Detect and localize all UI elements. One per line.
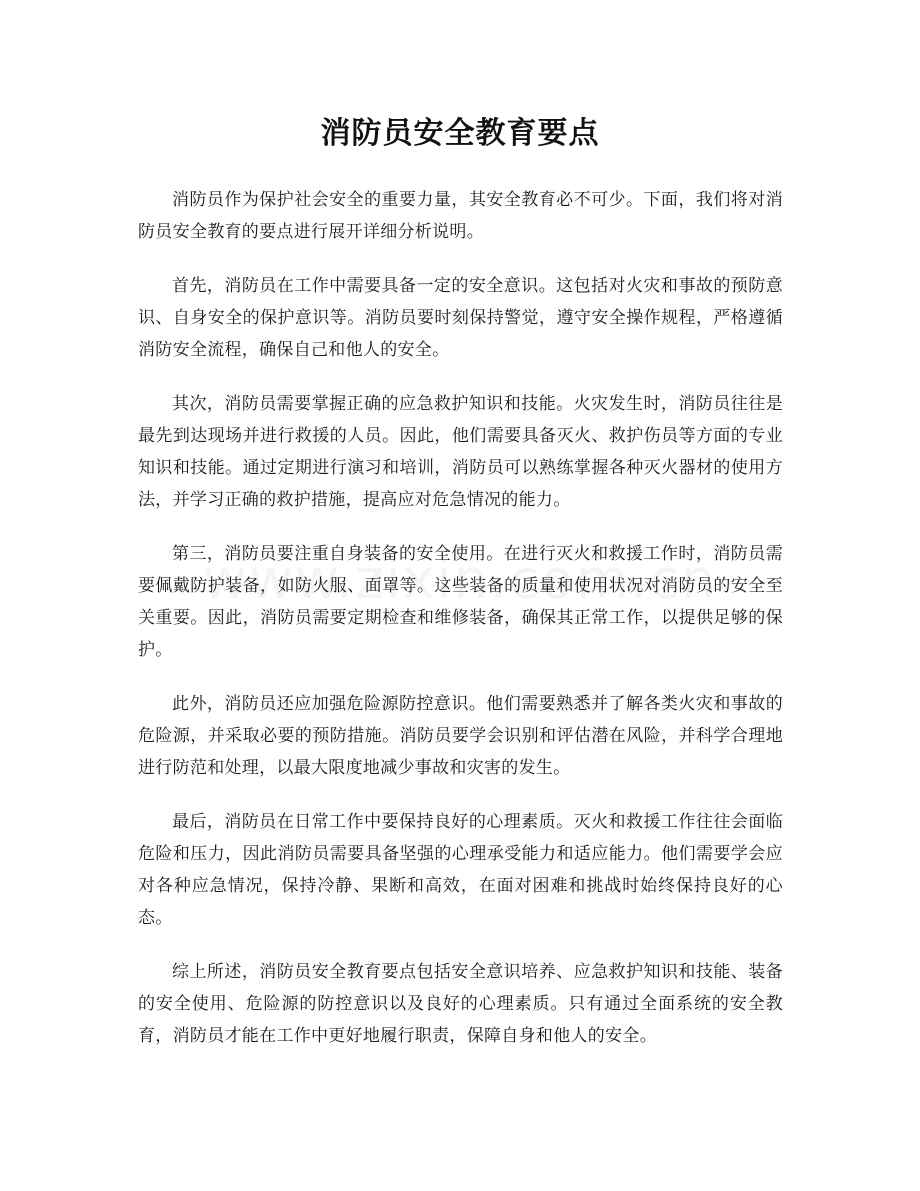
- paragraph-emergency-skills: 其次，消防员需要掌握正确的应急救护知识和技能。火灾发生时，消防员往往是最先到达现场并进行救援的人员。因此，他们需要具备灭火、救护伤员等方面的专业知识和技能。通过定期进行演习和培训，消防员可以熟练掌握各种灭火器材的使用方法，并学习正确的救护措施，提高应对危急情况的能力。: [138, 394, 783, 510]
- paragraph-summary: 综上所述，消防员安全教育要点包括安全意识培养、应急救护知识和技能、装备的安全使用、危险源的防控意识以及良好的心理素质。只有通过全面系统的安全教育，消防员才能在工作中更好地履行职责，保障自身和他人的安全。: [138, 962, 783, 1046]
- paragraph-safety-awareness: 首先，消防员在工作中需要具备一定的安全意识。这包括对火灾和事故的预防意识、自身安全的保护意识等。消防员要时刻保持警觉，遵守安全操作规程，严格遵循消防安全流程，确保自己和他人的安全。: [138, 276, 783, 360]
- paragraph-hazard-control: 此外，消防员还应加强危险源防控意识。他们需要熟悉并了解各类火灾和事故的危险源，并采取必要的预防措施。消防员要学会识别和评估潜在风险，并科学合理地进行防范和处理，以最大限度地减少事故和灾害的发生。: [138, 694, 783, 778]
- paragraph-intro: 消防员作为保护社会安全的重要力量，其安全教育必不可少。下面，我们将对消防员安全教育的要点进行展开详细分析说明。: [138, 190, 783, 242]
- paragraph-equipment: 第三，消防员要注重自身装备的安全使用。在进行灭火和救援工作时，消防员需要佩戴防护装备，如防火服、面罩等。这些装备的质量和使用状况对消防员的安全至关重要。因此，消防员需要定期检查和维修装备，确保其正常工作，以提供足够的保护。: [138, 544, 783, 660]
- document-title: 消防员安全教育要点: [320, 116, 600, 151]
- document-body: [138, 184, 783, 1074]
- paragraph-psychology: 最后，消防员在日常工作中要保持良好的心理素质。灭火和救援工作往往会面临危险和压力，因此消防员需要具备坚强的心理承受能力和适应能力。他们需要学会应对各种应急情况，保持冷静、果断和高效，在面对困难和挑战时始终保持良好的心态。: [138, 812, 783, 928]
